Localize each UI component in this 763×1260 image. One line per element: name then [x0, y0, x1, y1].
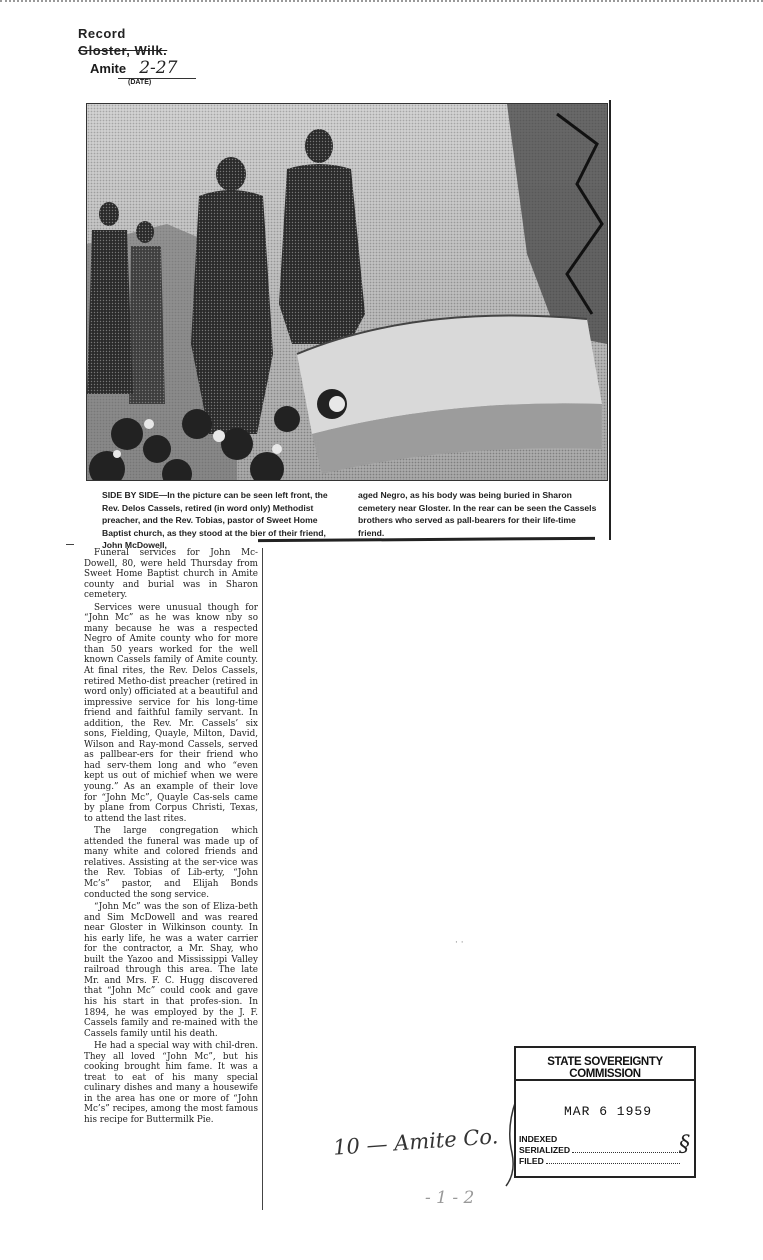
- handwritten-faint-number: - 1 - 2: [425, 1188, 475, 1208]
- stamp-field-filed: [519, 1156, 680, 1166]
- date-row: [90, 58, 177, 78]
- caption-column-1: SIDE BY SIDE—In the picture can be seen left front, the Rev. Delos Cassels, retired (in word only) Methodist preacher, and the Rev. Tobias, pastor of Sweet Home Baptist church, as they stood at the bier of their friend, John McDowell,: [102, 490, 328, 550]
- stamp-field-serialized: [519, 1145, 684, 1155]
- stamp-field-label: INDEXED: [519, 1134, 558, 1144]
- article-paragraph: Funeral services for John Mc-Dowell, 80, were held Thursday from Sweet Home Baptist church in Amite county and burial was in Sharon cemetery.: [84, 548, 258, 601]
- stamp-field-indexed: [519, 1134, 557, 1144]
- article-paragraph: The large congregation which attended the funeral was made up of many white and colored friends and relatives. Assisting at the ser-vice was the Rev. Tobias of Lib-erty, “John Mc’s” pastor, and Elijah Bonds conducted the song service.: [84, 826, 258, 900]
- stamp-field-label: FILED: [519, 1156, 544, 1166]
- stamp-title: STATE SOVEREIGNTY COMMISSION: [547, 1056, 663, 1080]
- page-top-dotted-edge: [0, 0, 763, 2]
- publication-name: Record: [78, 26, 126, 41]
- publication-location-struck: Gloster, Wilk.: [78, 43, 168, 58]
- stamp-field-label: SERIALIZED: [519, 1145, 571, 1155]
- stray-marks: · ·: [455, 938, 464, 948]
- photo-right-rule: [609, 100, 611, 540]
- funeral-photo: [86, 103, 608, 481]
- article-body: [84, 548, 258, 1128]
- article-paragraph: He had a special way with chil-dren. They all loved “John Mc”, but his cooking brought him fame. It was a treat to eat of his many special culinary dishes and many a housewife in the area has one or more of “John Mc’s” recipes, among the most famous his recipe for Buttermilk Pie.: [84, 1041, 258, 1125]
- date-label: (DATE): [128, 79, 152, 86]
- stamp-handwritten-mark: §: [679, 1132, 690, 1157]
- handwritten-filing-note: 10 — Amite Co.: [332, 1124, 500, 1160]
- clipping-header: [78, 25, 167, 59]
- article-paragraph: Services were unusual though for “John Mc” as he was know nby so many because he was a respected Negro of Amite county who for more than 50 years worked for the well known Cassels family of Amite county. At final rites, the Rev. Delos Cassels, retired Metho-dist preacher (retired in word only) officiated at a beautiful and impressive service for his long-time friend and faithful family servant. In addition, the Rev. Mr. Cassels’ six sons, Fielding, Quayle, Milton, David, Wilson and Ray-mond Cassels, served as pallbear-ers for their friend who had serv-them long and who “even kept us out of michief when we were young.” As an example of their love for “John Mc”, Quayle Cas-sels came by plane from Corpus Christi, Texas, to attend the last rites.: [84, 602, 258, 824]
- handwritten-date: 2-27: [139, 58, 178, 78]
- caption-column-2: aged Negro, as his body was being buried in Sharon cemetery near Gloster. In the rear can be seen the Cassels brothers who served as pall-bearers for their life-time friend.: [358, 490, 597, 538]
- stamp-divider: [516, 1079, 694, 1081]
- publication-county: Amite: [90, 61, 127, 76]
- article-column-rule: [262, 548, 263, 1210]
- article-paragraph: “John Mc” was the son of Eliza-beth and Sim McDowell and was reared near Gloster in Wilkinson county. In his early life, he was a water carrier for the contractor, a Mr. Shay, who built the Yazoo and Mississippi Valley railroad through this area. The late Mr. and Mrs. F. C. Hugg discovered that “John Mc” could cook and gave his his start in that profes-sion. In 1894, he was employed by the J. F. Cassels family and re-mained with the Cassels family until his death.: [84, 902, 258, 1039]
- commission-stamp: [514, 1046, 696, 1178]
- stamp-date: MAR 6 1959: [564, 1104, 653, 1119]
- margin-tick: [66, 544, 74, 545]
